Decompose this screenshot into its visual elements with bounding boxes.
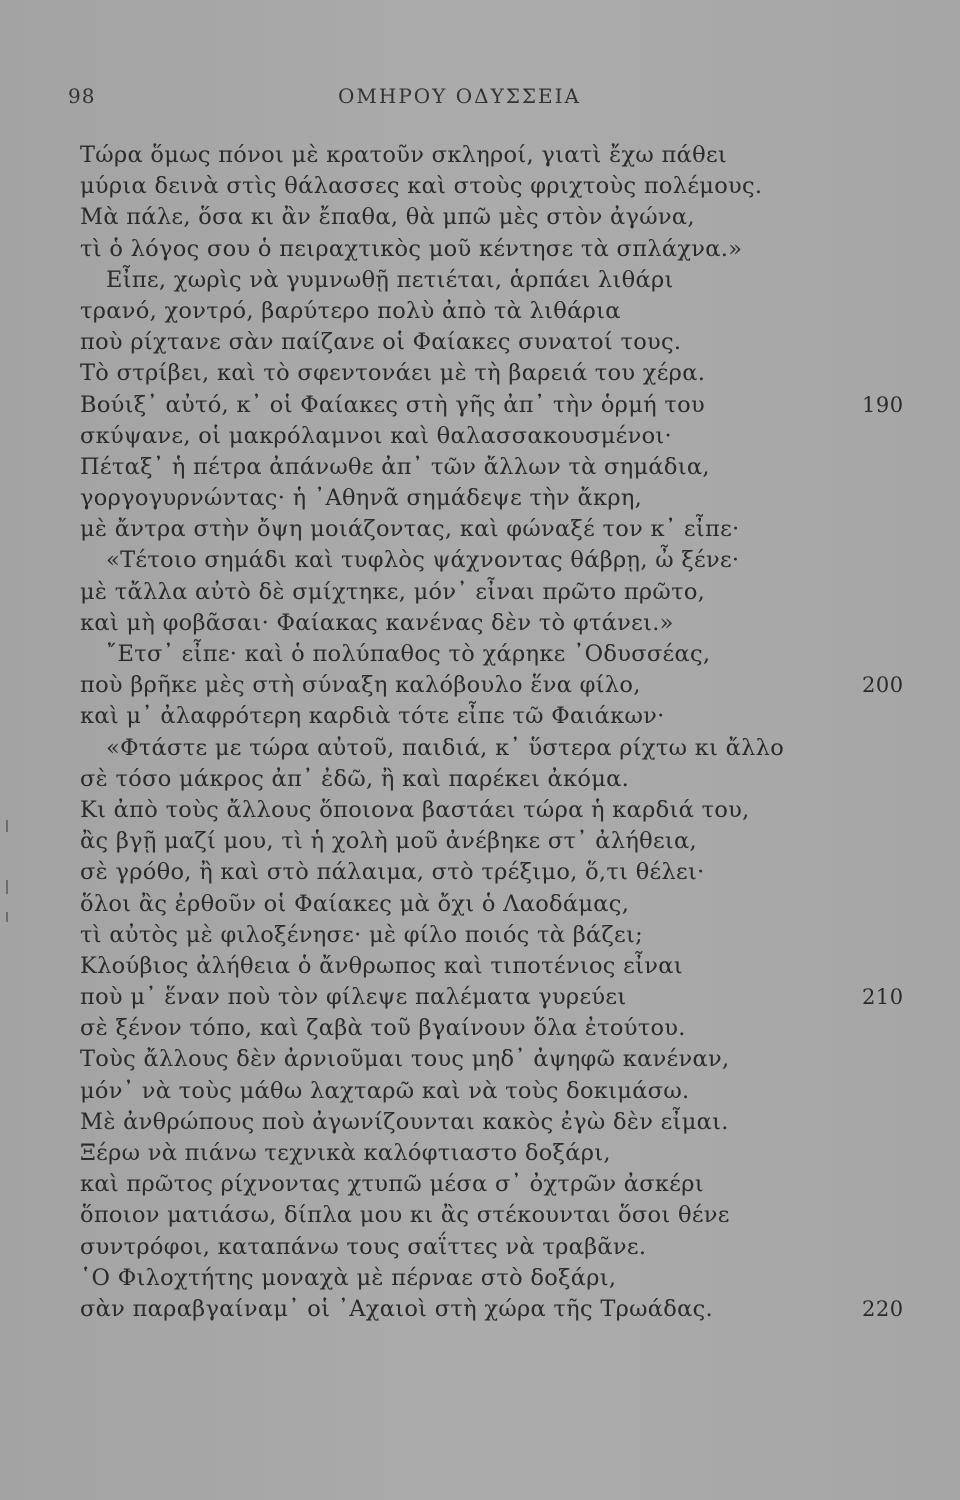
verse-line [0, 764, 960, 795]
verse-line [0, 857, 960, 888]
verse-text: Πέταξ᾽ ἡ πέτρα ἀπάνωθε ἀπ᾽ τῶν ἄλλων τὰ σημάδια, [80, 453, 710, 480]
running-title: ΟΜΗΡΟΥ ΟΔΥΣΣΕΙΑ [338, 84, 581, 108]
verse-line [0, 1294, 960, 1325]
verse-text: σὲ τόσο μάκρος ἀπ᾽ ἐδῶ, ἢ καὶ παρέκει ἀκόμα. [80, 765, 630, 792]
verse-line [0, 889, 960, 920]
verse-line [0, 1107, 960, 1138]
verse-text: «Φτάστε με τώρα αὐτοῦ, παιδιά, κ᾽ ὕστερα ρίχτω κι ἄλλο [106, 734, 785, 761]
verse-line [0, 733, 960, 764]
line-number: 200 [862, 673, 904, 698]
verse-text: ἂς βγῇ μαζί μου, τὶ ἡ χολὴ μοῦ ἀνέβηκε στ᾽ ἀλήθεια, [80, 828, 697, 855]
verse-text: μόν᾽ νὰ τοὺς μάθω λαχταρῶ καὶ νὰ τοὺς δοκιμάσω. [80, 1077, 690, 1104]
verse-text: Κλούβιος ἀλήθεια ὁ ἄνθρωπος καὶ τιποτένιος εἶναι [80, 952, 683, 979]
verse-line [0, 795, 960, 826]
verse-text: Ξέρω νὰ πιάνω τεχνικὰ καλόφτιαστο δοξάρι, [80, 1140, 611, 1166]
verse-text: μύρια δεινὰ στὶς θάλασσες καὶ στοὺς φριχτοὺς πολέμους. [80, 173, 763, 200]
verse-line [0, 608, 960, 639]
verse-line [0, 1232, 960, 1263]
verse-text: «Τέτοιο σημάδι καὶ τυφλὸς ψάχνοντας θάβρῃ, ὦ ξένε· [106, 547, 740, 574]
verse-text: μὲ ἄντρα στὴν ὄψη μοιάζοντας, καὶ φώναξέ τον κ᾽ εἶπε· [80, 516, 740, 543]
verse-line [0, 296, 960, 327]
verse-text: σὰν παραβγαίναμ᾽ οἱ ᾽Αχαιοὶ στὴ χώρα τῆς Τρωάδας. [80, 1295, 713, 1322]
verse-text: ὅλοι ἂς ἐρθοῦν οἱ Φαίακες μὰ ὄχι ὁ Λαοδάμας, [80, 890, 630, 917]
line-number: 220 [862, 1296, 904, 1321]
verse-text: συντρόφοι, καταπάνω τους σαΐττες νὰ τραβᾶνε. [80, 1233, 647, 1260]
verse-text: τρανό, χοντρό, βαρύτερο πολὺ ἀπὸ τὰ λιθάρια [80, 297, 621, 324]
verse-text: καὶ μ᾽ ἀλαφρότερη καρδιὰ τότε εἶπε τῶ Φαιάκων· [80, 703, 665, 730]
verse-line [0, 1076, 960, 1107]
verse-text: σὲ γρόθο, ἢ καὶ στὸ πάλαιμα, στὸ τρέξιμο, ὅ,τι θέλει· [80, 859, 705, 886]
verse-line [0, 1138, 960, 1169]
verse-text: Εἶπε, χωρὶς νὰ γυμνωθῇ πετιέται, ἁρπάει λιθάρι [106, 266, 674, 293]
verse-text: σὲ ξένον τόπο, καὶ ζαβὰ τοῦ βγαίνουν ὅλα ἐτούτου. [80, 1015, 686, 1042]
verse-text: Μὲ ἀνθρώπους ποὺ ἀγωνίζουνται κακὸς ἐγὼ δὲν εἶμαι. [80, 1108, 729, 1135]
verse-text: ποὺ μ᾽ ἕναν ποὺ τὸν φίλεψε παλέματα γυρεύει [80, 984, 627, 1011]
verse-line [0, 951, 960, 982]
verse-text: τὶ ὁ λόγος σου ὁ πειραχτικὸς μοῦ κέντησε τὰ σπλάχνα.» [80, 235, 743, 262]
verse-text: μὲ τἄλλα αὐτὸ δὲ σμίχτηκε, μόν᾽ εἶναι πρῶτο πρῶτο, [80, 578, 706, 605]
verse-line [0, 171, 960, 202]
verse-line [0, 1263, 960, 1294]
verse-line [0, 452, 960, 483]
verse-line [0, 701, 960, 732]
verse-line [0, 234, 960, 265]
verse-line [0, 577, 960, 608]
verse-text: Βούιξ᾽ αὐτό, κ᾽ οἱ Φαίακες στὴ γῆς ἀπ᾽ τὴν ὁρμή του [80, 391, 705, 418]
verse-text: σκύψανε, οἱ μακρόλαμνοι καὶ θαλασσακουσμένοι· [80, 422, 672, 449]
verse-line [0, 483, 960, 514]
verse-line [0, 327, 960, 358]
verse-text: ποὺ ρίχτανε σὰν παίζανε οἱ Φαίακες συνατοί τους. [80, 329, 682, 356]
verse-text: Μὰ πάλε, ὅσα κι ἂν ἔπαθα, θὰ μπῶ μὲς στὸν ἀγώνα, [80, 204, 695, 231]
line-number: 190 [862, 392, 904, 417]
verse-text: Τοὺς ἄλλους δὲν ἀρνιοῦμαι τους μηδ᾽ ἀψηφῶ κανέναν, [80, 1046, 730, 1073]
verse-line [0, 390, 960, 421]
verse-text: ῾Ο Φιλοχτήτης μοναχὰ μὲ πέρναε στὸ δοξάρι, [80, 1264, 617, 1291]
verse-line [0, 1013, 960, 1044]
verse-line [0, 1200, 960, 1231]
verse-line [0, 358, 960, 389]
verse-text: τὶ αὐτὸς μὲ φιλοξένησε· μὲ φίλο ποιός τὰ βάζει; [80, 921, 643, 948]
verse-text: καὶ μὴ φοβᾶσαι· Φαίακας κανένας δὲν τὸ φτάνει.» [80, 609, 674, 636]
verse-line [0, 514, 960, 545]
verse-text: γοργογυρνώντας· ἡ ᾽Αθηνᾶ σημάδεψε τὴν ἄκρη, [80, 485, 643, 512]
page-header [0, 84, 960, 114]
verse-text: Κι ἀπὸ τοὺς ἄλλους ὅποιονα βαστάει τώρα ἡ καρδιά του, [80, 796, 750, 823]
verse-line [0, 639, 960, 670]
verse-line [0, 982, 960, 1013]
verse-text: Τὸ στρίβει, καὶ τὸ σφεντονάει μὲ τὴ βαρειά του χέρα. [80, 360, 706, 387]
verse-line [0, 202, 960, 233]
verse-line [0, 1044, 960, 1075]
page-number: 98 [68, 84, 96, 108]
verse-line [0, 421, 960, 452]
verse-line [0, 545, 960, 576]
verse-line [0, 140, 960, 171]
verse-text: Τώρα ὅμως πόνοι μὲ κρατοῦν σκληροί, γιατὶ ἔχω πάθει [80, 142, 728, 168]
verse-line [0, 1169, 960, 1200]
verse-line [0, 265, 960, 296]
verse-text: ῎Ετσ᾽ εἶπε· καὶ ὁ πολύπαθος τὸ χάρηκε ᾽Οδυσσέας, [106, 641, 711, 667]
verse-line [0, 920, 960, 951]
poem-text [0, 140, 960, 1325]
verse-text: καὶ πρῶτος ρίχνοντας χτυπῶ μέσα σ᾽ ὀχτρῶν ἀσκέρι [80, 1171, 704, 1198]
line-number: 210 [862, 985, 904, 1010]
verse-line [0, 826, 960, 857]
verse-text: ὅποιον ματιάσω, δίπλα μου κι ἂς στέκουνται ὅσοι θένε [80, 1202, 730, 1229]
verse-line [0, 670, 960, 701]
verse-text: ποὺ βρῆκε μὲς στὴ σύναξη καλόβουλο ἕνα φίλο, [80, 672, 641, 699]
